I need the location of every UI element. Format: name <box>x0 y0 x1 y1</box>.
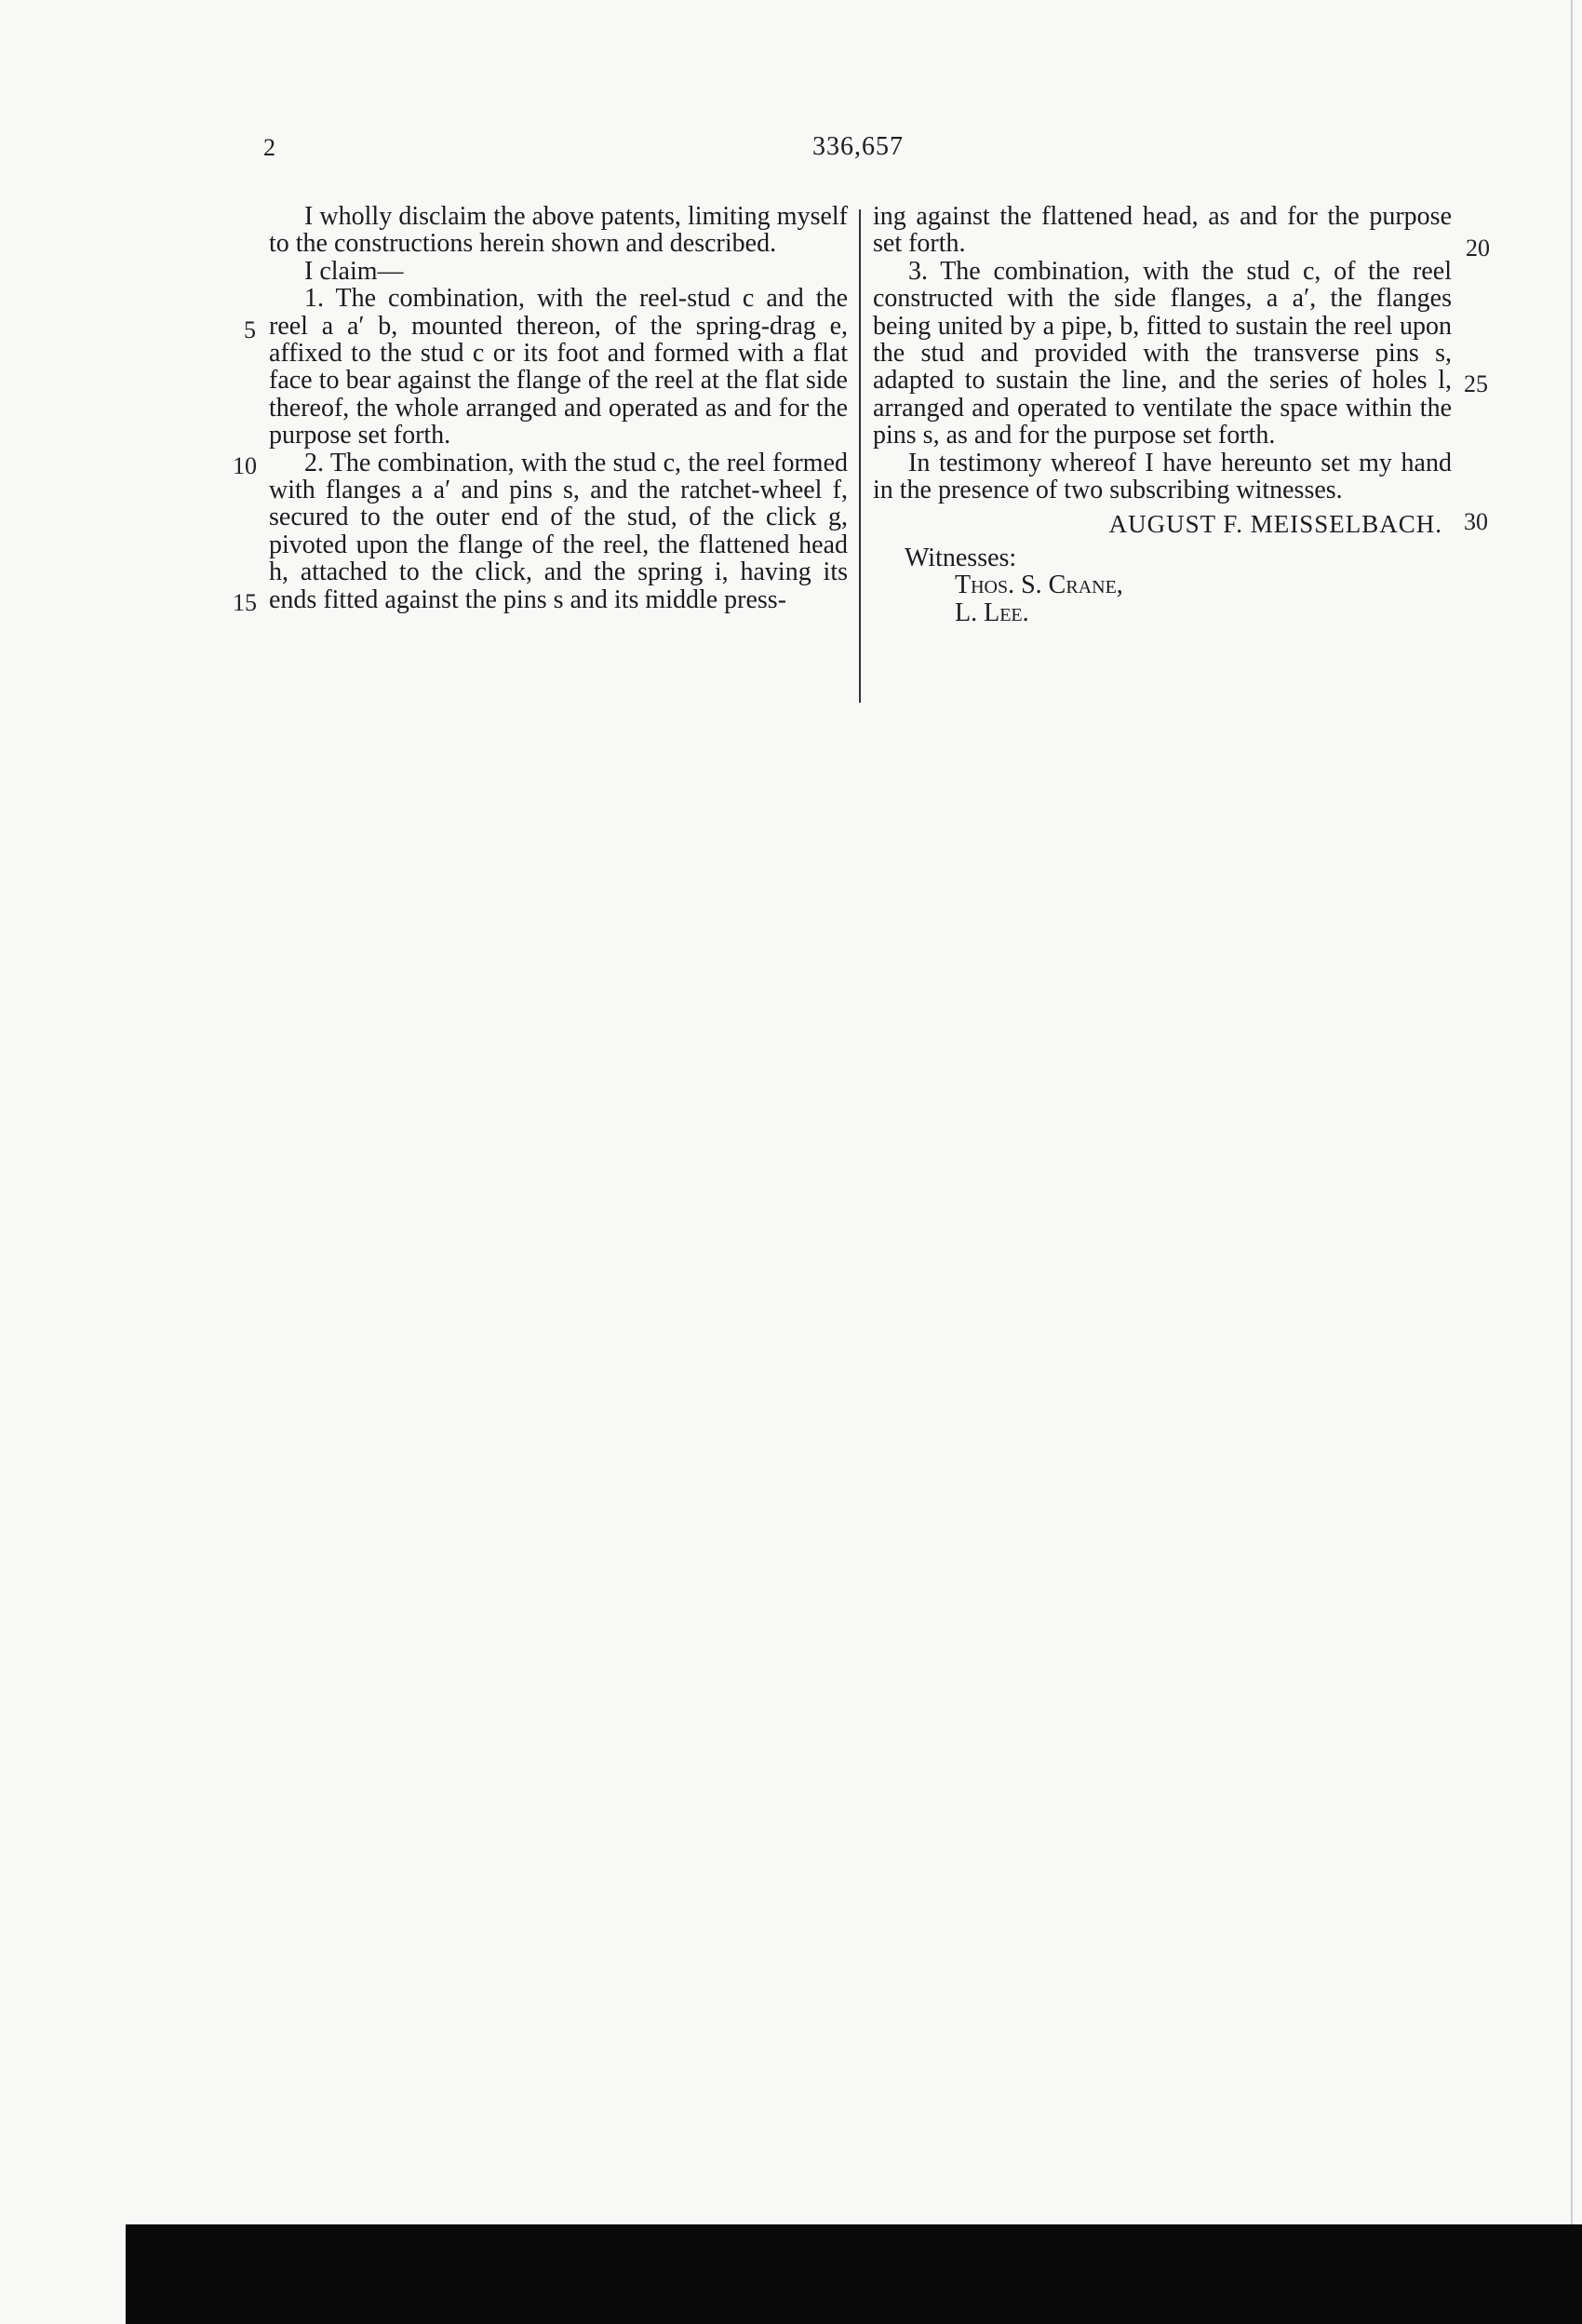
line-number: 25 <box>1464 370 1488 397</box>
line-number: 15 <box>233 589 257 616</box>
patent-number: 336,657 <box>812 132 904 161</box>
claim-2-continued: ing against the flattened head, as and for the purpose set forth. <box>873 202 1452 259</box>
testimony-paragraph: In testimony whereof I have hereunto set my hand in the presence of two subscribing witnesses. <box>873 448 1452 505</box>
right-scan-edge <box>1571 0 1573 2224</box>
column-divider <box>859 209 861 703</box>
claim-intro: I claim— <box>304 256 404 286</box>
bottom-scan-band <box>126 2224 1582 2324</box>
claim-1: 1. The combination, with the reel-stud c and the reel a a′ b, mounted thereon, of the spring-drag e, affixed to the stud c or its foot and formed with a flat face to bear against the flange of the reel at the flat side thereof, the whole arranged and operated as and for the purpose set forth. <box>269 284 848 450</box>
witness-name: Thos. S. Crane, <box>955 571 1123 600</box>
claim-3: 3. The combination, with the stud c, of the reel constructed with the side flanges, a a′, the flanges being united by a pipe, b, fitted to sustain the reel upon the stud and provided with the transverse pins s, adapted to sustain the line, and the series of holes l, arranged and operated to ventilate the space within the pins s, as and for the purpose set forth. <box>873 256 1452 450</box>
line-number: 30 <box>1464 508 1488 535</box>
right-column <box>873 203 1452 626</box>
disclaimer-paragraph: I wholly disclaim the above patents, limiting myself to the constructions herein shown and described. <box>269 202 848 259</box>
inventor-signature: AUGUST F. MEISSELBACH. <box>1108 510 1442 539</box>
page-number: 2 <box>263 134 275 161</box>
line-number: 10 <box>233 452 257 479</box>
left-column <box>269 203 848 613</box>
line-number: 20 <box>1466 235 1490 262</box>
witnesses-label: Witnesses: <box>905 543 1017 572</box>
line-number: 5 <box>244 316 256 343</box>
witness-name: L. Lee. <box>955 598 1029 627</box>
claim-2: 2. The combination, with the stud c, the reel formed with flanges a a′ and pins s, and the ratchet-wheel f, secured to the outer end of the stud, of the click g, pivoted upon the flange of the reel, the flattened head h, attached to the click, and the spring i, having its ends fitted against the pins s and its middle press- <box>269 448 848 614</box>
